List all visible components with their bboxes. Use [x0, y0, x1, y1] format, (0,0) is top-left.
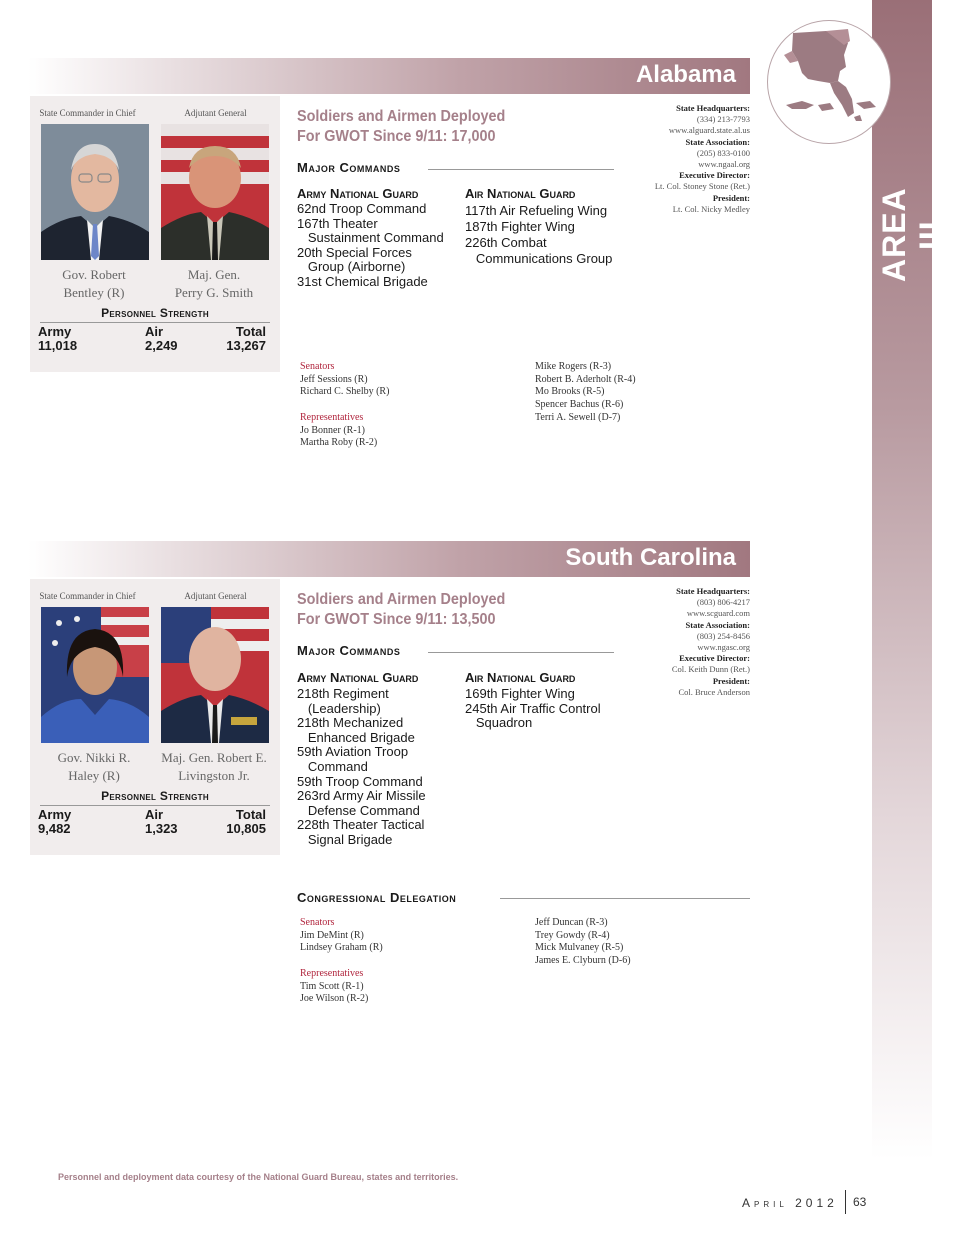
- hq-phone: (334) 213-7793: [696, 114, 750, 125]
- unit-item: Communications Group: [465, 251, 613, 266]
- delegation-rule: [500, 898, 750, 899]
- unit-item: 167th Theater: [297, 215, 378, 231]
- adjutant-photo: [161, 607, 269, 743]
- army-value: 11,018: [38, 338, 78, 353]
- unit-item: 226th Combat: [465, 235, 547, 250]
- representative: Martha Roby (R-2): [300, 437, 378, 449]
- south-carolina-contact-block: [580, 586, 750, 698]
- assoc-phone: (205) 833-0100: [696, 147, 750, 158]
- commander-photo: [41, 607, 149, 743]
- personnel-strength-heading: Personnel Strength: [40, 789, 270, 806]
- unit-item: 117th Air Refueling Wing: [465, 203, 608, 218]
- assoc-phone: (803) 254-8456: [696, 630, 750, 641]
- senators-label: Senators: [300, 917, 335, 928]
- south-carolina-deployed-headline: [297, 590, 505, 630]
- deployed-line-2: For GWOT Since 9/11: 13,500: [297, 611, 496, 628]
- army-guard-heading: Army National Guard: [297, 670, 419, 685]
- assoc-label: State Association:: [685, 619, 750, 630]
- adjutant-role: Adjutant General: [184, 591, 247, 601]
- deployed-line-1: Soldiers and Airmen Deployed: [297, 591, 506, 608]
- assoc-web[interactable]: www.ngaal.org: [698, 159, 750, 170]
- pres-name: Lt. Col. Nicky Medley: [672, 203, 750, 214]
- adjutant-name-line-1: Maj. Gen.: [187, 267, 241, 282]
- air-value: 1,323: [145, 821, 178, 836]
- footer-month: April 2012: [742, 1196, 838, 1210]
- senator: Jim DeMint (R): [300, 929, 364, 941]
- unit-item: 62nd Troop Command: [297, 201, 427, 216]
- commander-role: State Commander in Chief: [39, 108, 136, 118]
- representatives-label: Representatives: [300, 967, 364, 979]
- hq-label: State Headquarters:: [676, 586, 750, 596]
- representative: Jeff Duncan (R-3): [535, 917, 608, 928]
- footer-note: Personnel and deployment data courtesy of the National Guard Bureau, states and territories.: [58, 1172, 459, 1182]
- representative: Robert B. Aderholt (R-4): [535, 373, 636, 385]
- deployed-line-1: Soldiers and Airmen Deployed: [297, 108, 506, 125]
- unit-item: 20th Special Forces: [297, 244, 412, 260]
- representative: Mike Rogers (R-3): [535, 361, 612, 372]
- representative: Mick Mulvaney (R-5): [535, 942, 624, 954]
- commander-name-line-1: Gov. Robert: [62, 267, 126, 282]
- unit-item: 218th Mechanized: [297, 715, 404, 731]
- senator: Richard C. Shelby (R): [300, 386, 390, 398]
- commander-name: [34, 266, 154, 302]
- region-map: [767, 20, 891, 144]
- unit-item: 169th Fighter Wing: [465, 686, 575, 701]
- adjutant-photo: [161, 124, 269, 260]
- unit-item: 218th Regiment: [297, 686, 389, 701]
- south-carolina-delegation-right: [535, 917, 631, 968]
- assoc-web[interactable]: www.ngasc.org: [697, 642, 750, 653]
- unit-item: Enhanced Brigade: [297, 729, 415, 745]
- personnel-strength-heading: Personnel Strength: [40, 306, 270, 323]
- representative: Trey Gowdy (R-4): [535, 929, 610, 941]
- alabama-deployed-headline: [297, 107, 505, 147]
- alabama-delegation-right: [535, 361, 636, 425]
- unit-item: Command: [297, 758, 368, 774]
- major-commands-heading: Major Commands: [297, 643, 401, 658]
- army-guard-heading: Army National Guard: [297, 186, 419, 201]
- congressional-delegation-heading: Congressional Delegation: [297, 890, 457, 905]
- representative: Joe Wilson (R-2): [300, 993, 369, 1005]
- commander-name-line-2: Haley (R): [68, 768, 120, 783]
- army-label: Army: [38, 807, 72, 822]
- pres-name: Col. Bruce Anderson: [678, 686, 750, 697]
- total-label: Total: [235, 807, 266, 822]
- commander-photo: [41, 124, 149, 260]
- unit-item: (Leadership): [297, 700, 381, 716]
- alabama-contact-block: [580, 103, 750, 215]
- army-label: Army: [38, 324, 72, 339]
- state-name: South Carolina: [565, 544, 736, 571]
- alabama-leaders-panel: [30, 96, 280, 372]
- hq-phone: (803) 806-4217: [696, 597, 750, 608]
- air-guard-heading: Air National Guard: [465, 670, 576, 685]
- adjutant-name-line-2: Perry G. Smith: [174, 285, 254, 300]
- air-label: Air: [145, 807, 164, 822]
- page-number: 63: [853, 1195, 867, 1209]
- senator: Lindsey Graham (R): [300, 942, 383, 954]
- representative: Tim Scott (R-1): [300, 980, 364, 992]
- adjutant-role: Adjutant General: [184, 108, 247, 118]
- unit-item: Sustainment Command: [297, 230, 444, 246]
- state-name: Alabama: [635, 61, 736, 88]
- air-label: Air: [145, 324, 164, 339]
- adjutant-name-line-2: Livingston Jr.: [178, 768, 250, 783]
- commander-name-line-2: Bentley (R): [63, 285, 125, 300]
- south-carolina-banner: [28, 541, 750, 577]
- army-value: 9,482: [38, 821, 71, 836]
- exec-name: Col. Keith Dunn (Ret.): [671, 664, 750, 675]
- major-commands-heading: Major Commands: [297, 160, 401, 175]
- unit-item: Signal Brigade: [297, 831, 393, 847]
- deployed-line-2: For GWOT Since 9/11: 17,000: [297, 128, 496, 145]
- pres-label: President:: [712, 675, 750, 686]
- army-units-list: [297, 202, 444, 290]
- senator: Jeff Sessions (R): [300, 373, 368, 385]
- senators-label: Senators: [300, 361, 335, 372]
- army-units-list: [297, 687, 426, 848]
- unit-item: Group (Airborne): [297, 259, 406, 275]
- alabama-banner: [28, 58, 750, 94]
- south-carolina-leaders-panel: [30, 579, 280, 855]
- total-value: 13,267: [226, 338, 266, 353]
- representative: Spencer Bachus (R-6): [535, 399, 624, 411]
- unit-item: 59th Troop Command: [297, 773, 423, 789]
- footer-divider: [845, 1190, 846, 1214]
- side-band: [872, 0, 949, 1160]
- total-value: 10,805: [226, 821, 266, 836]
- representative: Terri A. Sewell (D-7): [535, 411, 621, 423]
- hq-web[interactable]: www.alguard.state.al.us: [668, 125, 750, 136]
- representative: Jo Bonner (R-1): [300, 424, 365, 436]
- commander-name: [34, 749, 154, 785]
- unit-item: 245th Air Traffic Control: [465, 700, 601, 716]
- air-guard-heading: Air National Guard: [465, 186, 576, 201]
- adjutant-name-line-1: Maj. Gen. Robert E.: [161, 750, 267, 765]
- unit-item: 228th Theater Tactical: [297, 817, 425, 833]
- unit-item: 59th Aviation Troop: [297, 744, 409, 760]
- representative: James E. Clyburn (D-6): [535, 955, 631, 967]
- unit-item: Squadron: [465, 715, 533, 731]
- region-map-icon: [768, 21, 891, 144]
- exec-label: Executive Director:: [679, 170, 750, 181]
- pres-label: President:: [712, 192, 750, 203]
- area-label: AREA III: [876, 187, 949, 283]
- adjutant-name: [154, 749, 274, 785]
- representatives-label: Representatives: [300, 411, 364, 423]
- representative: Mo Brooks (R-5): [535, 386, 605, 398]
- hq-label: State Headquarters:: [676, 103, 750, 113]
- assoc-label: State Association:: [685, 136, 750, 147]
- alabama-delegation-left: [300, 361, 389, 450]
- hq-web[interactable]: www.scguard.com: [686, 608, 750, 619]
- unit-item: 187th Fighter Wing: [465, 219, 575, 234]
- exec-label: Executive Director:: [679, 653, 750, 664]
- south-carolina-delegation-left: [300, 917, 383, 1006]
- unit-item: Defense Command: [297, 802, 420, 818]
- unit-item: 263rd Army Air Missile: [297, 788, 426, 804]
- exec-name: Lt. Col. Stoney Stone (Ret.): [654, 181, 750, 192]
- total-label: Total: [235, 324, 266, 339]
- air-value: 2,249: [145, 338, 178, 353]
- commander-name-line-1: Gov. Nikki R.: [57, 750, 131, 765]
- commander-role: State Commander in Chief: [39, 591, 136, 601]
- unit-item: 31st Chemical Brigade: [297, 273, 428, 289]
- adjutant-name: [154, 266, 274, 302]
